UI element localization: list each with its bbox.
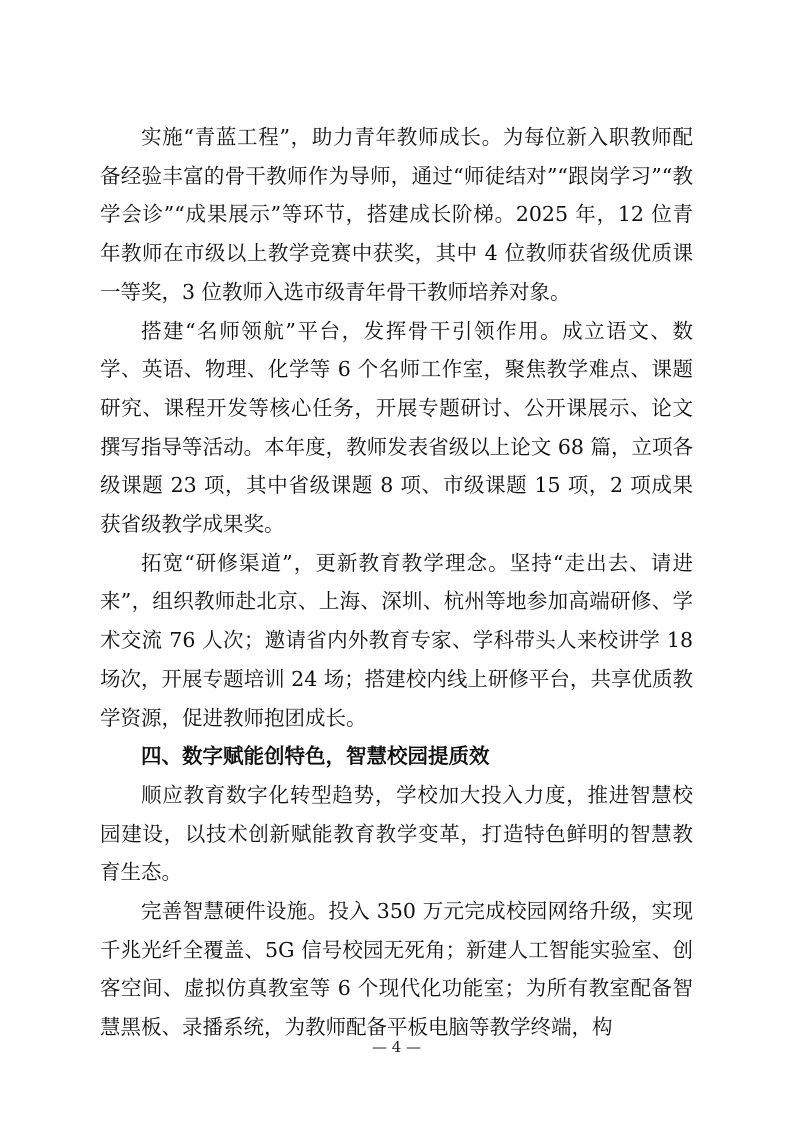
paragraph-qinglan-project: 实施“青蓝工程”，助力青年教师成长。为每位新入职教师配备经验丰富的骨干教师作为导师，通过“师徒结对”“跟岗学习”“教学会诊”“成果展示”等环节，搭建成长阶梯。2025 年，12 位青年教师在市级以上教学竞赛中获奖，其中 4 位教师获省级优质课一等奖，3 位教师入选市级青年骨干教师培养对象。	[100, 125, 693, 304]
paragraph-smart-hardware: 完善智慧硬件设施。投入 350 万元完成校园网络升级，实现千兆光纤全覆盖、5G 信号校园无死角；新建人工智能实验室、创客空间、虚拟仿真教室等 6 个现代化功能室；为所有教室配备智慧黑板、录播系统，为教师配备平板电脑等教学终端，构	[100, 899, 693, 1040]
page-number: — 4 —	[371, 1038, 422, 1056]
section-heading: 四、数字赋能创特色，智慧校园提质效	[141, 744, 490, 769]
paragraph-famous-teacher-platform: 搭建“名师领航”平台，发挥骨干引领作用。成立语文、数学、英语、物理、化学等 6 个名师工作室，聚焦教学难点、课题研究、课程开发等核心任务，开展专题研讨、公开课展示、论文撰写指导等活动。本年度，教师发表省级以上论文 68 篇，立项各级课题 23 项，其中省级课题 8 项、市级课题 15 项，2 项成果获省级教学成果奖。	[100, 318, 693, 537]
paragraph-digital-transformation: 顺应教育数字化转型趋势，学校加大投入力度，推进智慧校园建设，以技术创新赋能教育教学变革，打造特色鲜明的智慧教育生态。	[100, 782, 693, 885]
page-body	[100, 118, 693, 1047]
paragraph-training-channels: 拓宽“研修渠道”，更新教育教学理念。坚持“走出去、请进来”，组织教师赴北京、上海、深圳、杭州等地参加高端研修、学术交流 76 人次；邀请省内外教育专家、学科带头人来校讲学 18 场次，开展专题培训 24 场；搭建校内线上研修平台，共享优质教学资源，促进教师抱团成长。	[100, 550, 693, 730]
